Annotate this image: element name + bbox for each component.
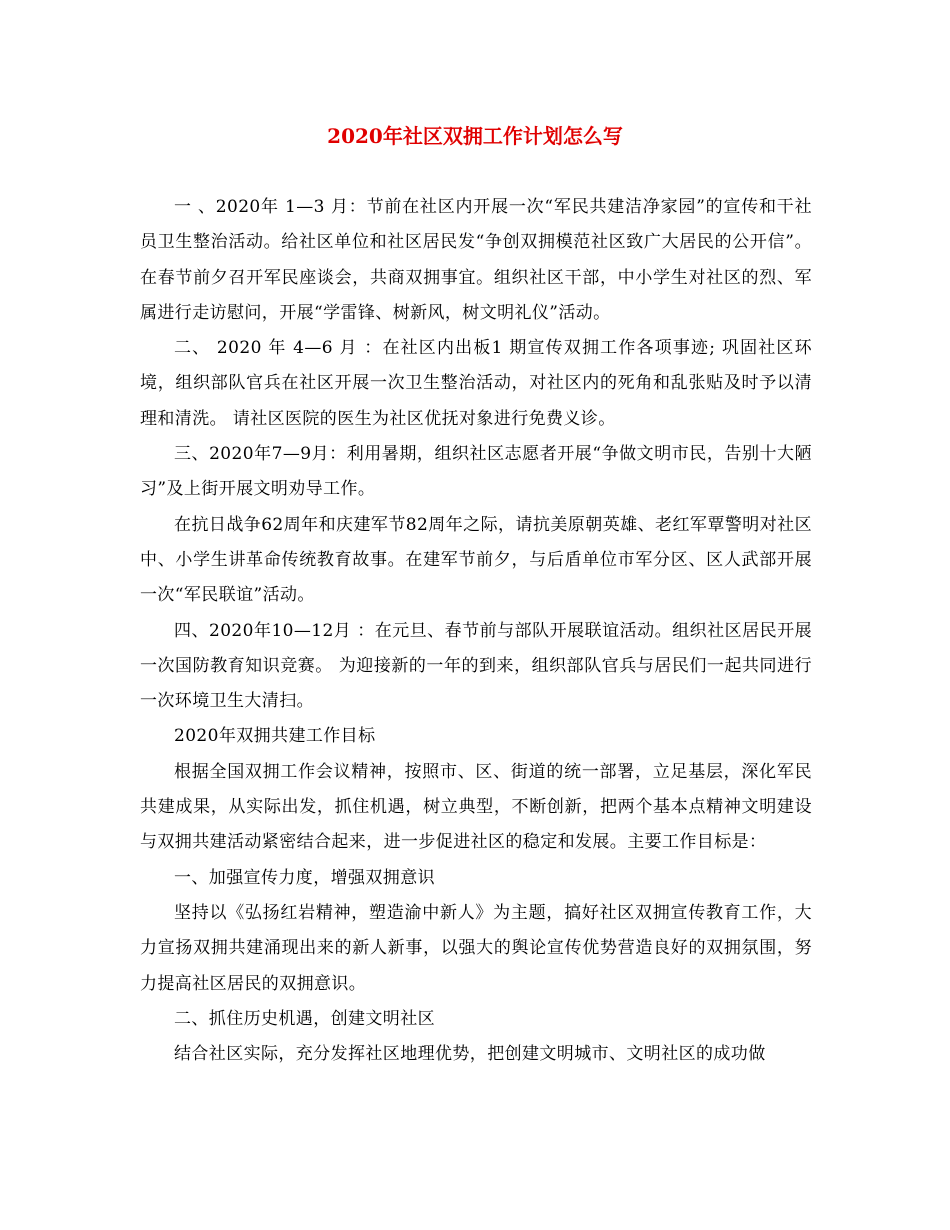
document-title: 2020年社区双拥工作计划怎么写 xyxy=(327,124,623,148)
paragraph-q2-plan: 二、 2020 年 4—6 月 ：在社区内出板1 期宣传双拥工作各项事迹; 巩固社区环境，组织部队官兵在社区开展一次卫生整治活动，对社区内的死角和乱张贴及时予以清理和清洗。 请社区医院的医生为社区优抚对象进行免费义诊。 xyxy=(140,338,812,429)
paragraph-anniversary: 在抗日战争62周年和庆建军节82周年之际，请抗美原朝英雄、老红军覃警明对社区中、小学生讲革命传统教育故事。在建军节前夕，与后盾单位市军分区、区人武部开展一次“军民联谊”活动。 xyxy=(140,514,812,606)
paragraph-q3-plan: 三、2020年7—9月：利用暑期，组织社区志愿者开展“争做文明市民，告别十大陋习”及上街开展文明劝导工作。 xyxy=(140,444,812,500)
paragraph-publicity: 坚持以《弘扬红岩精神，塑造渝中新人》为主题，搞好社区双拥宣传教育工作，大力宣扬双拥共建涌现出来的新人新事，以强大的舆论宣传优势营造良好的双拥氛围，努力提高社区居民的双拥意识。 xyxy=(140,902,812,994)
paragraph-q1-plan: 一 、2020年 1—3 月：节前在社区内开展一次“军民共建洁净家园”的宣传和干社员卫生整治活动。给社区单位和社区居民发“争创双拥模范社区致广大居民的公开信”。 在春节前夕召开军民座谈会，共商双拥事宜。组织社区干部，中小学生对社区的烈、军属进行走访慰问，开展“学雷锋、树新风，树文明礼仪”活动。 xyxy=(140,197,812,323)
paragraph-civilized-community: 结合社区实际，充分发挥社区地理优势，把创建文明城市、文明社区的成功做 xyxy=(174,1044,766,1065)
document-body xyxy=(140,190,812,1072)
paragraph-q4-plan: 四、2020年10—12月 ：在元旦、春节前与部队开展联谊活动。组织社区居民开展一次国防教育知识竞赛。 为迎接新的一年的到来，组织部队官兵与居民们一起共同进行一次环境卫生大清扫。 xyxy=(140,620,812,712)
paragraph-goals-intro: 根据全国双拥工作会议精神，按照市、区、街道的统一部署，立足基层，深化军民共建成果，从实际出发，抓住机遇，树立典型，不断创新，把两个基本点精神文明建设与双拥共建活动紧密结合起来，进一步促进社区的稳定和发展。主要工作目标是： xyxy=(140,761,812,853)
section-heading-goals: 2020年双拥共建工作目标 xyxy=(174,726,376,747)
subheading-publicity: 一、加强宣传力度，增强双拥意识 xyxy=(174,867,435,888)
subheading-civilized-community: 二、抓住历史机遇，创建文明社区 xyxy=(174,1008,435,1029)
